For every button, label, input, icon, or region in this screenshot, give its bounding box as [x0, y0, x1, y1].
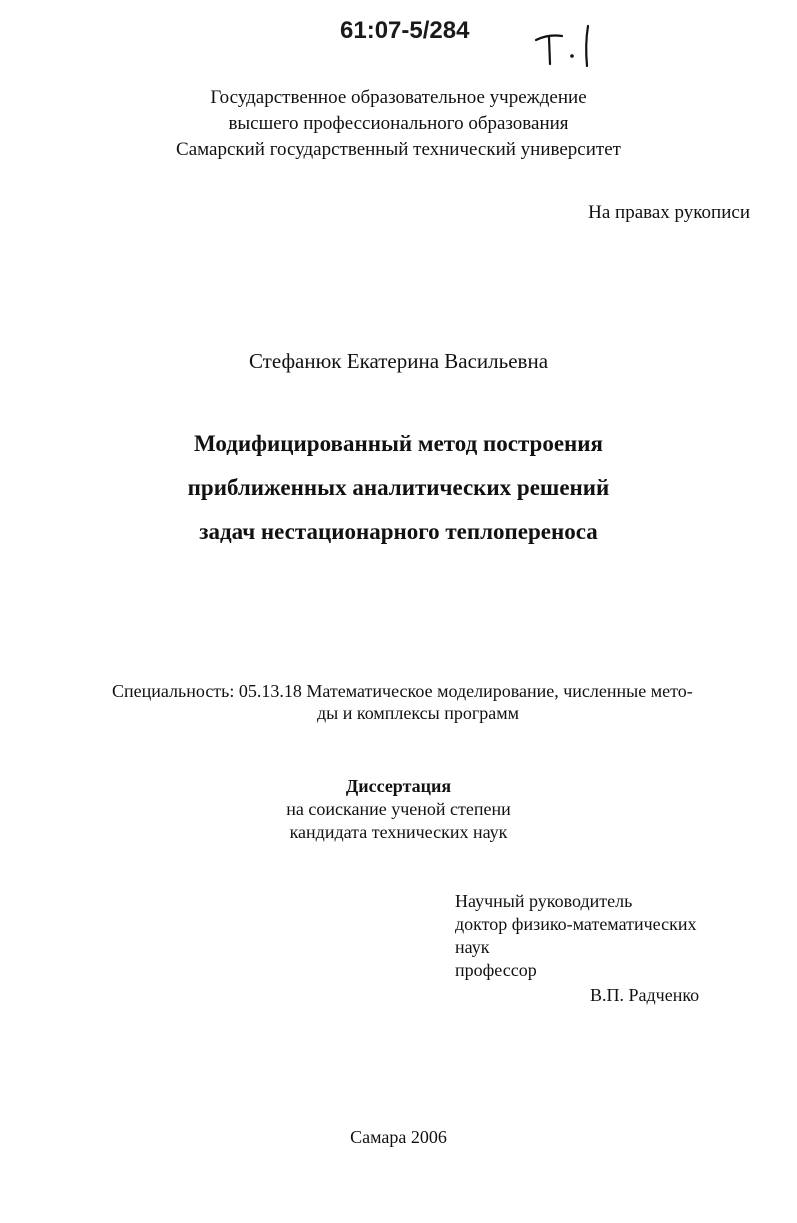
handwritten-volume-mark [532, 22, 602, 72]
supervisor-name: В.П. Радченко [590, 985, 700, 1005]
handwritten-volume-note [532, 22, 602, 72]
city-year: Самара 2006 [350, 1127, 447, 1147]
title-line-3: задач нестационарного теплопереноса [199, 519, 598, 544]
author-name: Стефанюк Екатерина Васильевна [248, 349, 549, 373]
supervisor-block [455, 890, 696, 982]
dissertation-heading: Диссертация [345, 776, 452, 796]
dissertation-line-2: кандидата технических наук [289, 822, 508, 842]
rights-note: На правах рукописи [588, 202, 750, 223]
supervisor-line-4: профессор [455, 960, 537, 980]
title-line-1: Модифицированный метод построения [194, 431, 603, 456]
catalog-stamp-number: 61:07-5/284 [340, 17, 470, 44]
specialty-line-1: Специальность: 05.13.18 Математическое моделирование, численные мето- [112, 681, 693, 701]
institution-block [0, 85, 797, 163]
institution-line-3: Самарский государственный технический университет [176, 139, 621, 160]
dissertation-block [0, 775, 797, 844]
title-line-2: приближенных аналитических решений [187, 475, 610, 500]
supervisor-line-1: Научный руководитель [455, 891, 633, 911]
supervisor-line-2: доктор физико-математических [455, 914, 697, 934]
institution-line-1: Государственное образовательное учреждение [210, 87, 587, 108]
supervisor-line-3: наук [455, 937, 490, 957]
dissertation-line-1: на соискание ученой степени [286, 799, 511, 819]
institution-line-2: высшего профессионального образования [228, 113, 569, 134]
dissertation-title [0, 422, 797, 554]
specialty-line-2: ды и комплексы программ [317, 703, 520, 723]
